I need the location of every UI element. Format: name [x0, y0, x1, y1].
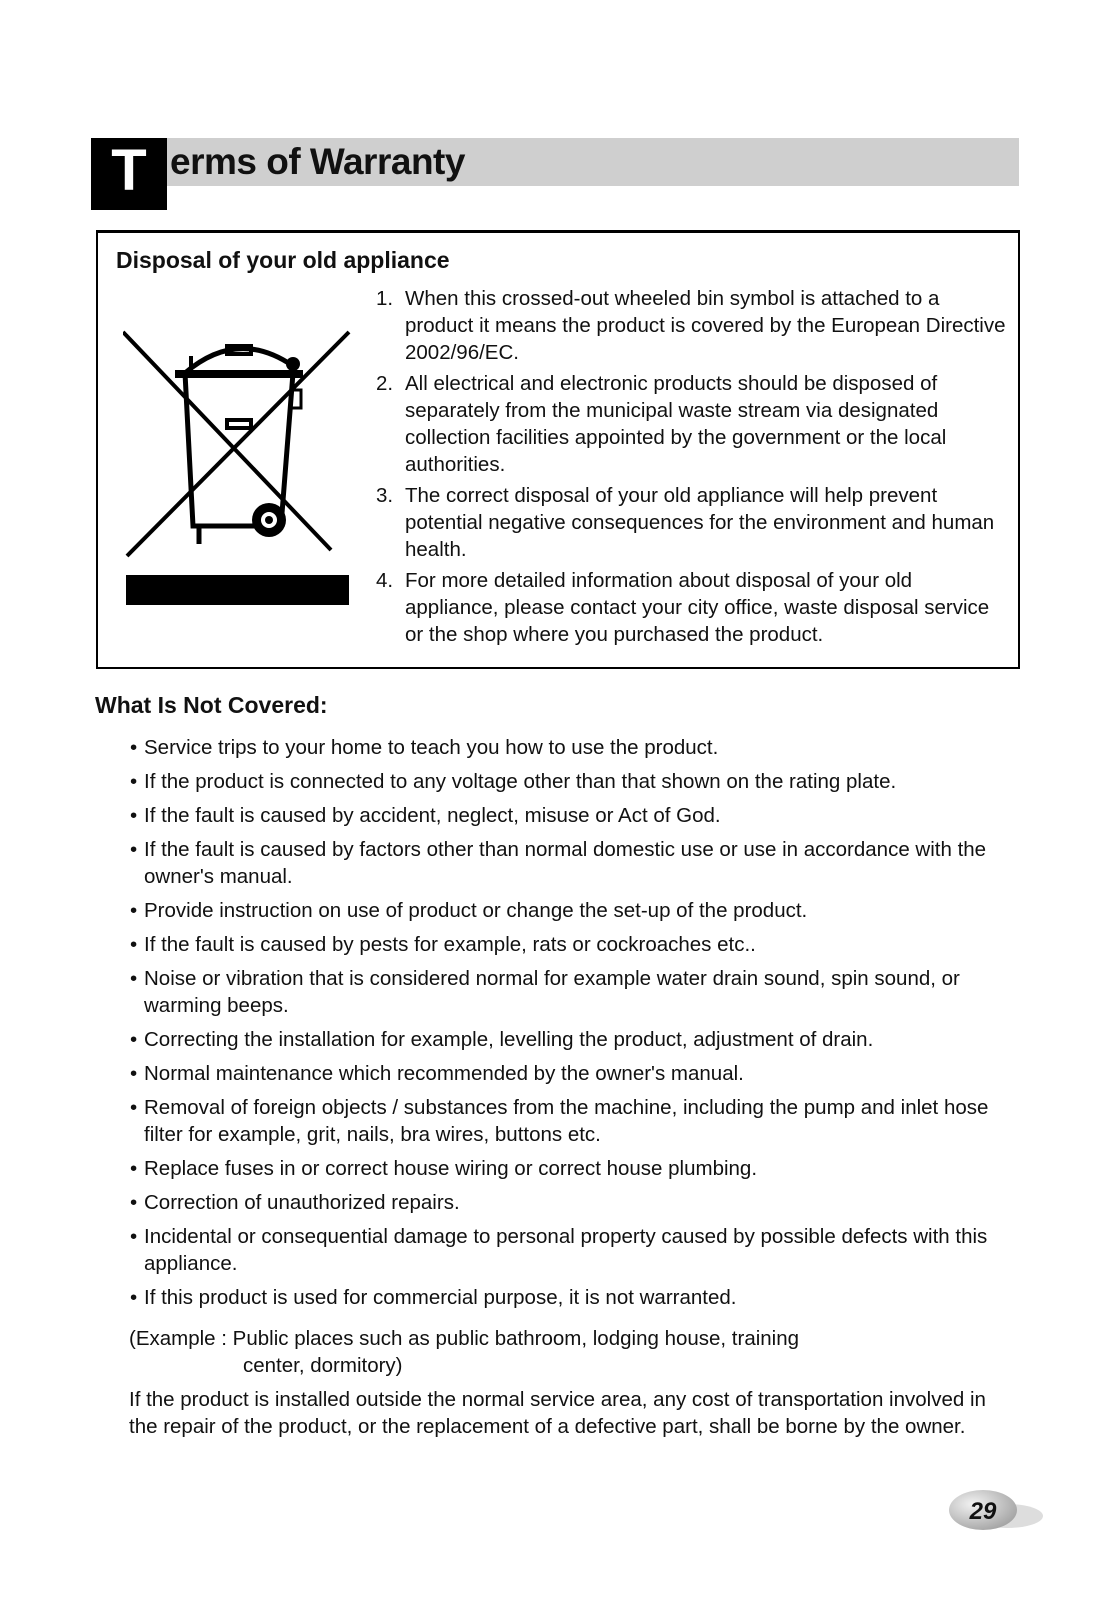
item-text: Noise or vibration that is considered normal for example water drain sound, spin sound, or warming beeps.: [144, 967, 960, 1017]
list-item: [130, 836, 1010, 890]
bullet: •: [130, 1028, 138, 1051]
example-line-1: (Example : Public places such as public bathroom, lodging house, training: [129, 1327, 800, 1350]
example-note: [129, 1325, 1009, 1379]
item-text: Removal of foreign objects / substances from the machine, including the pump and inlet hose filter for example, grit, nails, bra wires, buttons etc.: [144, 1096, 989, 1146]
list-item: [130, 734, 1010, 761]
bullet: •: [130, 804, 138, 827]
bullet: •: [130, 1191, 138, 1214]
item-text: All electrical and electronic products should be disposed of separately from the municipal waste stream via designated collection facilities appointed by the government or the local authorities.: [405, 372, 947, 476]
list-item: [130, 1189, 1010, 1216]
page-title: erms of Warranty: [170, 141, 465, 182]
bullet: •: [130, 899, 138, 922]
list-item: [130, 1284, 1010, 1311]
item-text: If the fault is caused by factors other than normal domestic use or use in accordance with the owner's manual.: [144, 838, 987, 888]
item-number: 1.: [376, 287, 394, 310]
bullet: •: [130, 1062, 138, 1085]
bullet: •: [130, 770, 138, 793]
list-item: [130, 897, 1010, 924]
list-item: [130, 965, 1010, 1019]
list-item: [376, 370, 1006, 478]
page-number-badge: [945, 1488, 1045, 1533]
list-item: [376, 285, 1006, 366]
item-text: Replace fuses in or correct house wiring or correct house plumbing.: [144, 1157, 758, 1180]
item-text: Service trips to your home to teach you how to use the product.: [144, 736, 719, 759]
item-text: Incidental or consequential damage to personal property caused by possible defects with this appliance.: [144, 1225, 988, 1275]
item-text: For more detailed information about disposal of your old appliance, please contact your city office, waste disposal service or the shop where you purchased the product.: [405, 569, 990, 646]
item-text: Normal maintenance which recommended by the owner's manual.: [144, 1062, 744, 1085]
closing-note: If the product is installed outside the normal service area, any cost of transportation involved in the repair of the product, or the replacement of a defective part, shall be borne by the owner.: [129, 1388, 986, 1438]
item-text: If the fault is caused by accident, neglect, misuse or Act of God.: [144, 804, 721, 827]
not-covered-list: [130, 734, 1010, 1318]
not-covered-notes: [129, 1325, 1009, 1447]
item-text: Correcting the installation for example, levelling the product, adjustment of drain.: [144, 1028, 874, 1051]
page-number: 29: [969, 1498, 997, 1525]
disposal-heading: Disposal of your old appliance: [116, 247, 450, 273]
item-number: 3.: [376, 484, 394, 507]
disposal-list: [376, 285, 1006, 652]
list-item: [376, 567, 1006, 648]
item-text: If this product is used for commercial purpose, it is not warranted.: [144, 1286, 737, 1309]
item-number: 2.: [376, 372, 394, 395]
bullet: •: [130, 933, 138, 956]
item-text: Provide instruction on use of product or change the set-up of the product.: [144, 899, 808, 922]
list-item: [130, 1060, 1010, 1087]
not-covered-heading: What Is Not Covered:: [95, 692, 328, 718]
bullet: •: [130, 838, 138, 861]
bullet: •: [130, 736, 138, 759]
title-initial: T: [91, 138, 167, 210]
bullet: •: [130, 1286, 138, 1309]
item-text: If the product is connected to any voltage other than that shown on the rating plate.: [144, 770, 897, 793]
crossed-out-wheeled-bin-icon: [123, 328, 353, 620]
list-item: [130, 1026, 1010, 1053]
list-item: [130, 768, 1010, 795]
list-item: [130, 1094, 1010, 1148]
item-text: The correct disposal of your old appliance will help prevent potential negative consequences for the environment and human health.: [405, 484, 995, 561]
item-number: 4.: [376, 569, 394, 592]
disposal-box: [96, 230, 1020, 669]
item-text: When this crossed-out wheeled bin symbol is attached to a product it means the product is covered by the European Directive 2002/96/EC.: [405, 287, 1006, 364]
list-item: [130, 1155, 1010, 1182]
list-item: [130, 931, 1010, 958]
bullet: •: [130, 1157, 138, 1180]
item-text: If the fault is caused by pests for example, rats or cockroaches etc..: [144, 933, 756, 956]
list-item: [376, 482, 1006, 563]
bullet: •: [130, 1096, 138, 1119]
item-text: Correction of unauthorized repairs.: [144, 1191, 460, 1214]
list-item: [130, 1223, 1010, 1277]
bullet: •: [130, 1225, 138, 1248]
bullet: •: [130, 967, 138, 990]
list-item: [130, 802, 1010, 829]
example-line-2: center, dormitory): [243, 1354, 403, 1377]
